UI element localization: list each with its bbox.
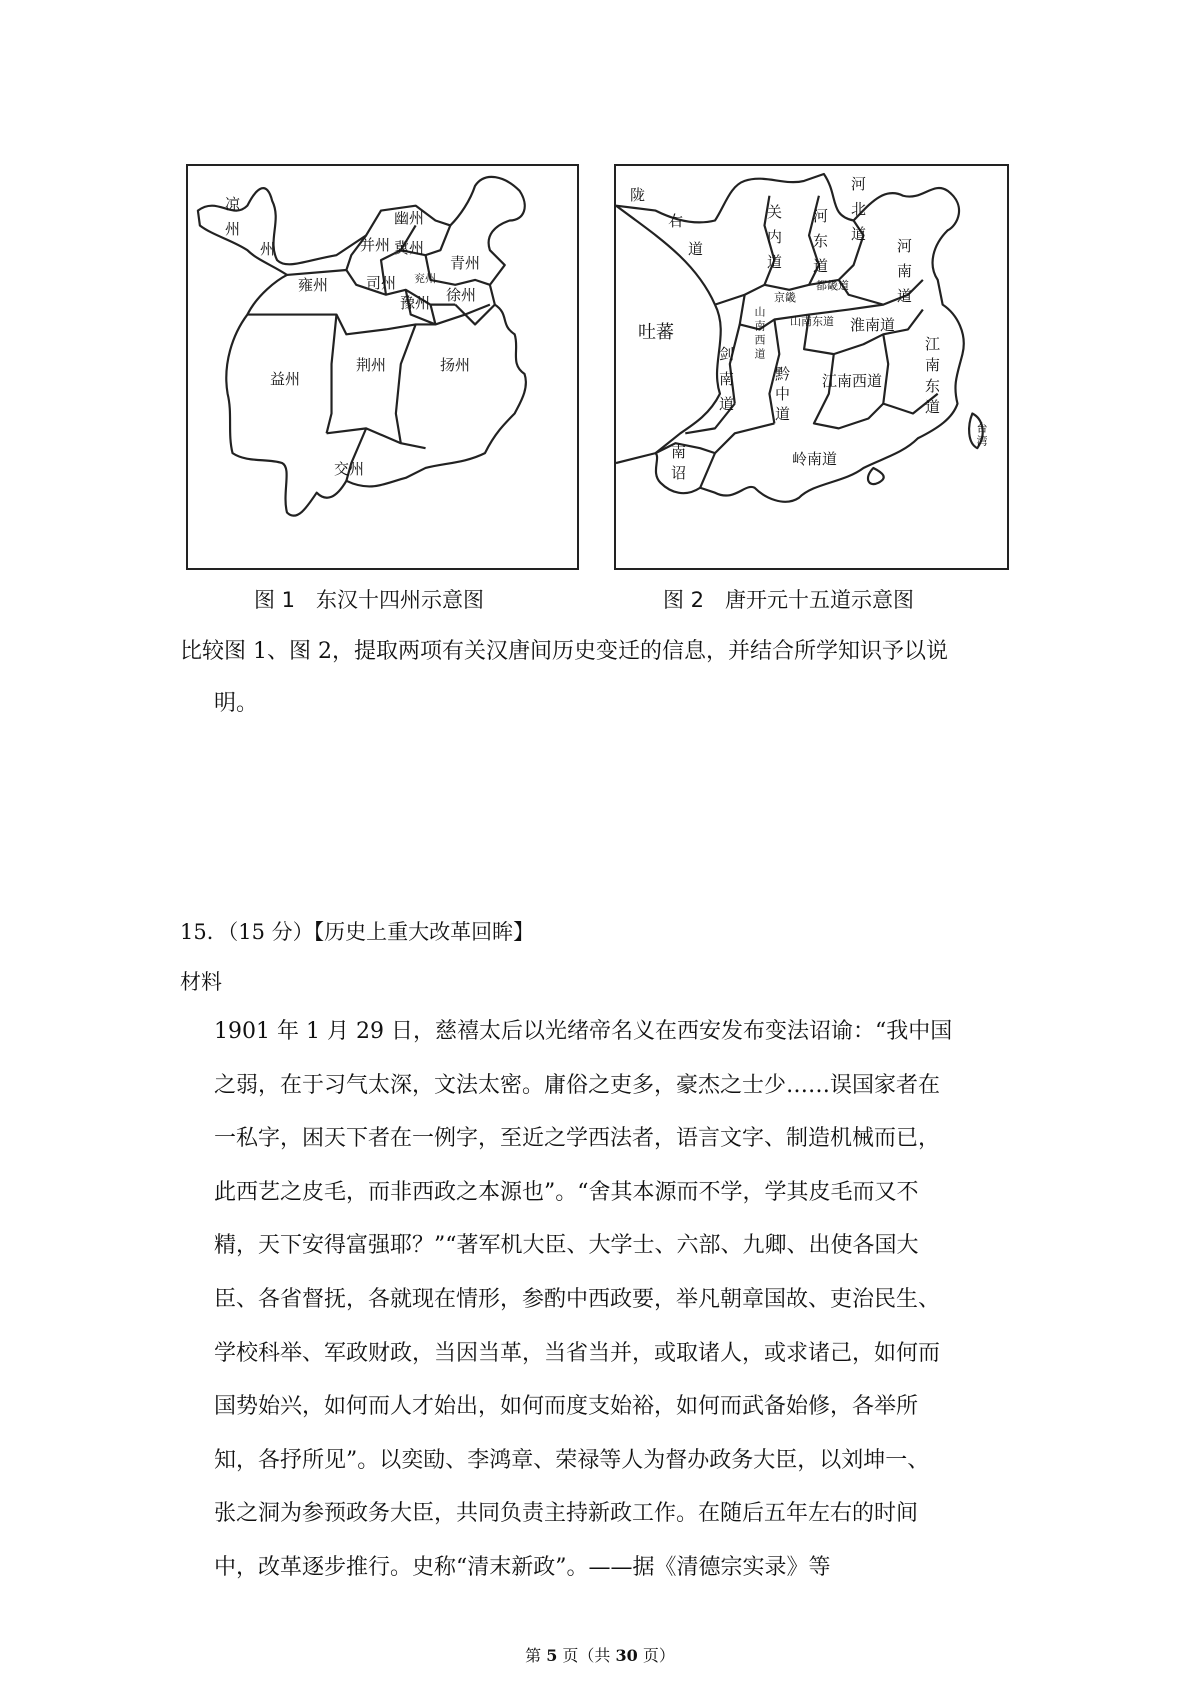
map2-label-hedong: 河东道 [811, 208, 829, 283]
question-line: 比较图 1、图 2，提取两项有关汉唐间历史变迁的信息，并结合所学知识予以说 [180, 639, 948, 664]
map1-label-xuzhou: 徐州 [446, 286, 477, 304]
map-eastern-han [186, 164, 579, 570]
material-line: 一私字，困天下者在一例字，至近之学西法者，语言文字、制造机械而已， [214, 1126, 941, 1152]
material-line: 学校科举、军政财政，当因当革，当省当并，或取诸人，或求诸己，如何而 [214, 1340, 941, 1366]
material-line: 国势始兴，如何而人才始出，如何而度支始裕，如何而武备始修，各举所 [214, 1394, 919, 1420]
map2-label-duji: 都畿道 [816, 279, 849, 292]
page-footer [0, 1643, 1200, 1666]
map1-label-yanzhou: 兖州 [414, 272, 436, 285]
map1-label-liangzhou: 凉州 [223, 196, 241, 246]
material-line: 中，改革逐步推行。史称“清末新政”。——据《清德宗实录》等 [214, 1554, 831, 1580]
map1-label-bingzhou: 并州 [360, 236, 391, 254]
map1-label-qingzhou: 青州 [450, 254, 481, 272]
footer-page-number: 5 [546, 1646, 558, 1665]
figure1-caption: 图 1 东汉十四州示意图 [254, 588, 485, 612]
map1-label-yongzhou: 雍州 [298, 276, 329, 294]
map1-label-yuzhou: 豫州 [400, 294, 431, 312]
question-line: 明。 [214, 691, 259, 716]
material-line: 此西艺之皮毛，而非西政之本源也”。“舍其本源而不学，学其皮毛而又不 [214, 1179, 919, 1205]
map2-label-dao: 道 [688, 240, 704, 258]
map2-label-long: 陇 [630, 186, 646, 204]
map2-label-guannei: 关内道 [765, 204, 783, 279]
material-line: 精，天下安得富强耶？”“著军机大臣、大学士、六部、九卿、出使各国大 [214, 1233, 919, 1259]
map2-label-jiangnandong: 江南东道 [923, 336, 941, 420]
map1-label-yizhou: 益州 [270, 370, 301, 388]
map1-label-jizhou: 冀州 [394, 239, 425, 257]
map2-label-huainan: 淮南道 [850, 316, 896, 334]
footer-middle: 页（共 [557, 1646, 616, 1665]
footer-prefix: 第 [525, 1646, 547, 1665]
question-14-prompt [180, 626, 1030, 730]
footer-total-pages: 30 [615, 1646, 638, 1665]
material-line: 知，各抒所见”。以奕劻、李鸿章、荣禄等人为督办政务大臣，以刘坤一、 [214, 1447, 930, 1473]
map2-label-tubo: 吐蕃 [638, 322, 674, 343]
material-text [214, 1005, 1034, 1595]
map2-label-hebei: 河北道 [849, 176, 867, 251]
map2-label-qianzhong: 黔中道 [773, 366, 791, 426]
map2-label-jingji: 京畿 [774, 291, 796, 304]
map1-label-youzhou: 幽州 [394, 209, 425, 227]
map1-label-jingzhou: 荆州 [356, 356, 387, 374]
map2-label-shannandong: 山南东道 [790, 315, 834, 328]
map2-label-shannanxi: 山南西道 [753, 306, 766, 362]
map2-label-henan: 河南道 [895, 238, 913, 313]
map2-label-jiannan: 剑南道 [717, 346, 735, 421]
material-line: 臣、各省督抚，各就现在情形，参酌中西政要，举凡朝章国故、吏治民生、 [214, 1286, 941, 1312]
map2-label-nanzhao: 南诏 [669, 444, 687, 486]
map1-label-zhou: 州 [260, 240, 276, 258]
figure2-caption: 图 2 唐开元十五道示意图 [663, 588, 915, 612]
map2-label-jiangnanxi: 江南西道 [822, 372, 883, 390]
question-15-title: 15．（15 分）【历史上重大改革回眸】 [180, 920, 535, 944]
map1-label-jiaozhou: 交州 [334, 460, 365, 478]
material-line: 之弱，在于习气太深，文法太密。庸俗之吏多，豪杰之士少……误国家者在 [214, 1072, 941, 1098]
map-tang-kaiyuan [614, 164, 1009, 570]
footer-suffix: 页） [637, 1646, 675, 1665]
map2-label-you: 右 [668, 212, 684, 230]
material-label: 材料 [180, 970, 222, 994]
map1-label-yangzhou: 扬州 [440, 356, 471, 374]
map2-label-taiwan: 台湾 [975, 422, 988, 448]
material-line: 1901 年 1 月 29 日，慈禧太后以光绪帝名义在西安发布变法诏谕：“我中国 [214, 1019, 953, 1044]
map1-label-sizhou: 司州 [366, 274, 397, 292]
map2-label-lingnan: 岭南道 [792, 450, 838, 468]
material-line: 张之洞为参预政务大臣，共同负责主持新政工作。在随后五年左右的时间 [214, 1501, 919, 1527]
